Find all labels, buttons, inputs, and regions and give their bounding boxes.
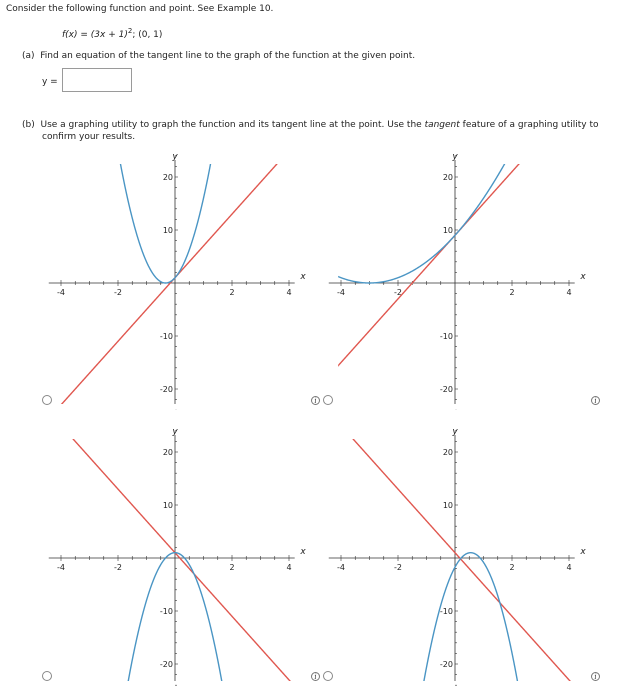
y-tick-label: 20 — [162, 173, 173, 182]
x-tick-label: 4 — [566, 288, 572, 297]
y-tick-label: -20 — [159, 660, 173, 669]
x-axis-label: x — [300, 547, 306, 557]
x-tick-label: -2 — [394, 563, 402, 572]
graph-option-1 — [40, 150, 310, 410]
y-tick-label: 10 — [162, 226, 173, 235]
function-text: f(x) = (3x + 1) — [62, 30, 128, 40]
info-icon[interactable]: i — [591, 672, 600, 681]
x-tick-label: 2 — [509, 288, 515, 297]
radio-option-4[interactable] — [323, 671, 333, 681]
graph-option-3 — [40, 425, 310, 687]
x-tick-label: -2 — [394, 288, 402, 297]
x-tick-label: 4 — [286, 288, 292, 297]
y-tick-label: 10 — [442, 501, 453, 510]
problem-intro: Consider the following function and point. See Example 10. — [6, 4, 274, 14]
y-axis-label: y — [452, 427, 458, 437]
y-tick-label: -10 — [159, 332, 173, 341]
x-tick-label: -4 — [57, 563, 65, 572]
x-tick-label: 4 — [566, 563, 572, 572]
y-tick-label: 10 — [162, 501, 173, 510]
radio-option-2[interactable] — [323, 395, 333, 405]
function-exponent: 2 — [127, 27, 133, 35]
x-tick-label: -4 — [337, 288, 345, 297]
x-axis-label: x — [300, 272, 306, 282]
y-tick-label: -20 — [439, 660, 453, 669]
part-a-prompt — [22, 51, 415, 61]
part-b-text-1: Use a graphing utility to graph the function and its tangent line at the point. Use the — [40, 120, 425, 130]
info-icon[interactable]: i — [311, 672, 320, 681]
part-a-text: Find an equation of the tangent line to the graph of the function at the given point. — [40, 51, 416, 61]
x-tick-label: 2 — [229, 288, 235, 297]
part-b-text-2: feature of a graphing utility to — [459, 120, 599, 130]
y-tick-label: 20 — [442, 448, 453, 457]
x-axis-label: x — [580, 272, 586, 282]
y-axis-label: y — [452, 152, 458, 162]
y-axis-label: y — [172, 427, 178, 437]
part-a-label: (a) — [22, 51, 35, 61]
tangent-answer-input[interactable] — [62, 68, 132, 92]
y-tick-label: 10 — [442, 226, 453, 235]
info-icon[interactable]: i — [591, 396, 600, 405]
y-tick-label: -20 — [439, 385, 453, 394]
y-axis-label: y — [172, 152, 178, 162]
y-tick-label: -20 — [159, 385, 173, 394]
answer-label: y = — [42, 77, 58, 87]
graph-option-4 — [320, 425, 590, 687]
x-tick-label: -4 — [337, 563, 345, 572]
x-tick-label: 4 — [286, 563, 292, 572]
x-tick-label: -2 — [114, 563, 122, 572]
part-b-prompt — [22, 120, 599, 130]
part-b-text-italic: tangent — [424, 120, 460, 130]
x-axis-label: x — [580, 547, 586, 557]
y-tick-label: -10 — [159, 607, 173, 616]
x-tick-label: 2 — [509, 563, 515, 572]
radio-option-3[interactable] — [42, 671, 52, 681]
function-definition — [62, 27, 162, 40]
info-icon[interactable]: i — [311, 396, 320, 405]
x-tick-label: 2 — [229, 563, 235, 572]
function-point: ; (0, 1) — [132, 30, 163, 40]
y-tick-label: -10 — [439, 332, 453, 341]
graph-option-2 — [320, 150, 590, 410]
y-tick-label: 20 — [442, 173, 453, 182]
y-tick-label: -10 — [439, 607, 453, 616]
part-b-prompt-line2: confirm your results. — [42, 132, 136, 142]
x-tick-label: -2 — [114, 288, 122, 297]
part-b-label: (b) — [22, 120, 35, 130]
x-tick-label: -4 — [57, 288, 65, 297]
y-tick-label: 20 — [162, 448, 173, 457]
radio-option-1[interactable] — [42, 395, 52, 405]
